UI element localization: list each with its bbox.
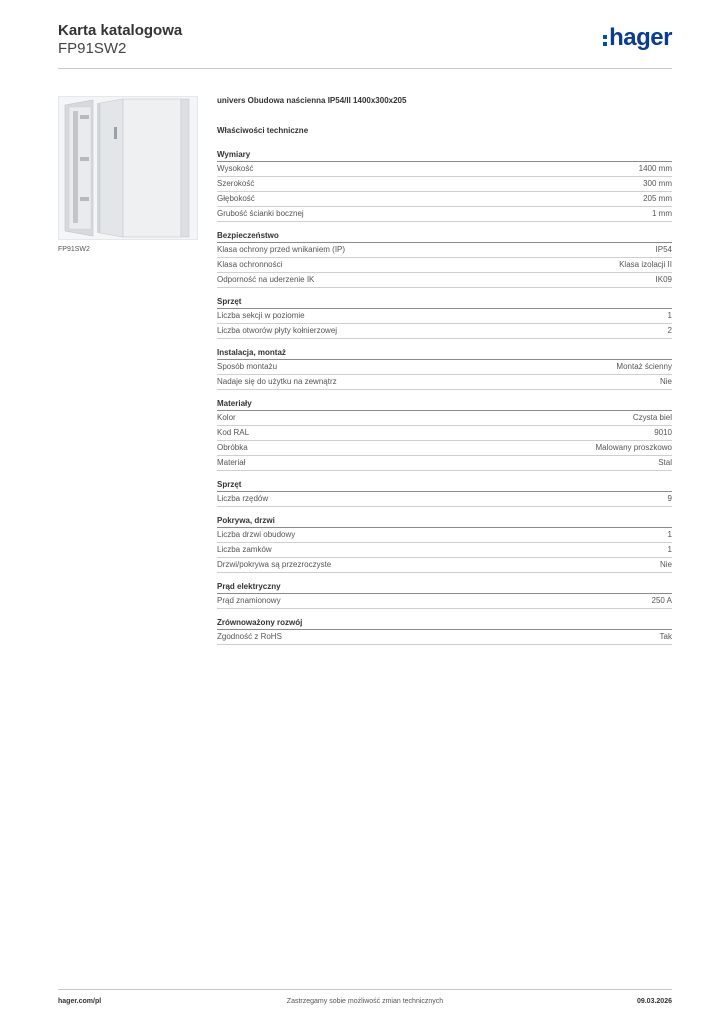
spec-value: Czysta biel (632, 413, 672, 422)
footer-notice: Zastrzegamy sobie możliwość zmian technicznych (286, 998, 444, 1005)
group-title: Wymiary (217, 150, 672, 162)
spec-row (217, 243, 672, 258)
spec-row (217, 426, 672, 441)
spec-row (217, 258, 672, 273)
spec-value: Stal (658, 458, 672, 467)
spec-group-wymiary (217, 150, 672, 222)
spec-group-prad (217, 582, 672, 609)
spec-label: Liczba rzędów (217, 494, 269, 503)
spec-group-instalacja (217, 348, 672, 390)
spec-row (217, 360, 672, 375)
spec-group-pokrywa-drzwi (217, 516, 672, 573)
spec-value: Nie (659, 560, 672, 569)
spec-row (217, 543, 672, 558)
spec-label: Grubość ścianki bocznej (217, 209, 304, 218)
spec-value: 250 A (651, 596, 672, 605)
spec-value: IP54 (655, 245, 672, 254)
product-title: univers Obudowa naścienna IP54/II 1400x300x205 (217, 96, 407, 105)
product-image (58, 96, 198, 240)
spec-row (217, 558, 672, 573)
spec-row (217, 324, 672, 339)
spec-label: Materiał (217, 458, 246, 467)
hager-logo (603, 26, 672, 50)
section-title: Właściwości techniczne (217, 126, 309, 135)
page-header (58, 20, 672, 68)
spec-group-zrownowazony-rozwoj (217, 618, 672, 645)
spec-label: Szerokość (217, 179, 255, 188)
spec-label: Klasa ochrony przed wnikaniem (IP) (217, 245, 346, 254)
spec-row (217, 630, 672, 645)
spec-value: Nie (659, 377, 672, 386)
spec-label: Kolor (217, 413, 236, 422)
spec-label: Wysokość (217, 164, 254, 173)
spec-group-sprzet (217, 297, 672, 339)
footer-divider (58, 989, 672, 990)
spec-row (217, 309, 672, 324)
header-divider (58, 68, 672, 69)
spec-group-sprzet-2 (217, 480, 672, 507)
spec-row (217, 162, 672, 177)
spec-label: Obróbka (217, 443, 248, 452)
image-caption: FP91SW2 (58, 246, 90, 253)
group-title: Pokrywa, drzwi (217, 516, 672, 528)
logo-text: hager (609, 24, 672, 51)
spec-row (217, 528, 672, 543)
spec-value: Tak (659, 632, 672, 641)
spec-row (217, 207, 672, 222)
spec-value: 300 mm (643, 179, 672, 188)
spec-value: 1 mm (652, 209, 672, 218)
spec-value: 205 mm (643, 194, 672, 203)
spec-label: Głębokość (217, 194, 255, 203)
group-title: Sprzęt (217, 480, 672, 492)
group-title: Instalacja, montaż (217, 348, 672, 360)
spec-value: 1 (667, 311, 672, 320)
spec-value: IK09 (655, 275, 672, 284)
spec-row (217, 177, 672, 192)
spec-value: Montaż ścienny (616, 362, 672, 371)
spec-label: Kod RAL (217, 428, 250, 437)
group-title: Sprzęt (217, 297, 672, 309)
spec-label: Klasa ochronności (217, 260, 283, 269)
spec-value: Klasa izolacji II (619, 260, 672, 269)
spec-label: Nadaje się do użytku na zewnątrz (217, 377, 337, 386)
spec-row (217, 192, 672, 207)
spec-row (217, 273, 672, 288)
spec-value: Malowany proszkowo (595, 443, 672, 452)
group-title: Zrównoważony rozwój (217, 618, 672, 630)
spec-label: Liczba drzwi obudowy (217, 530, 296, 539)
spec-value: 9010 (654, 428, 672, 437)
footer-website: hager.com/pl (58, 998, 102, 1005)
spec-row (217, 492, 672, 507)
spec-row (217, 456, 672, 471)
spec-group-materialy (217, 399, 672, 471)
spec-group-bezpieczenstwo (217, 231, 672, 288)
group-title: Bezpieczeństwo (217, 231, 672, 243)
spec-label: Drzwi/pokrywa są przezroczyste (217, 560, 332, 569)
spec-label: Sposób montażu (217, 362, 278, 371)
footer-date: 09.03.2026 (636, 998, 672, 1005)
spec-row (217, 441, 672, 456)
spec-label: Odporność na uderzenie IK (217, 275, 315, 284)
spec-label: Prąd znamionowy (217, 596, 281, 605)
spec-label: Liczba zamków (217, 545, 272, 554)
spec-value: 1400 mm (638, 164, 672, 173)
group-title: Materiały (217, 399, 672, 411)
spec-label: Zgodność z RoHS (217, 632, 282, 641)
spec-label: Liczba sekcji w poziomie (217, 311, 305, 320)
spec-value: 9 (667, 494, 672, 503)
product-code: FP91SW2 (58, 40, 127, 57)
enclosure-illustration (59, 97, 197, 239)
spec-value: 1 (667, 530, 672, 539)
spec-content (217, 96, 672, 654)
spec-value: 1 (667, 545, 672, 554)
spec-row (217, 594, 672, 609)
spec-row (217, 375, 672, 390)
spec-value: 2 (667, 326, 672, 335)
logo-dots-icon (603, 35, 607, 49)
document-title: Karta katalogowa (58, 22, 183, 39)
spec-label: Liczba otworów płyty kołnierzowej (217, 326, 338, 335)
spec-row (217, 411, 672, 426)
group-title: Prąd elektryczny (217, 582, 672, 594)
